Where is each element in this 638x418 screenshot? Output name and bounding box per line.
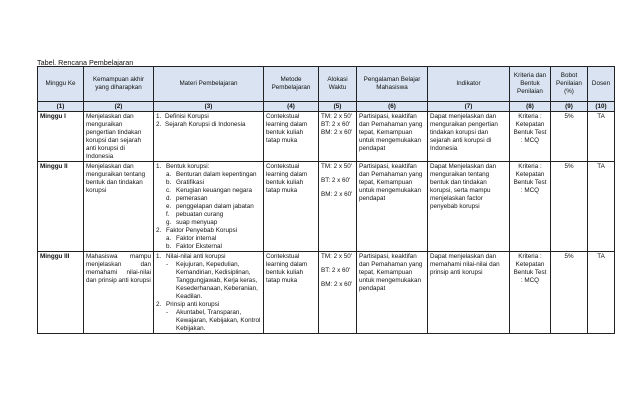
col-number: (2) — [84, 102, 154, 112]
list-item: 1. Bentuk korupsi: — [156, 163, 210, 171]
lesson-plan-table — [37, 66, 615, 334]
metode-cell: Contekstual learning dalam bentuk kuliah tatap muka — [264, 162, 319, 252]
list-item: 2. Faktor Penyebab Korupsi — [156, 226, 238, 234]
col-number: (9) — [551, 102, 588, 112]
col-number: (4) — [264, 102, 319, 112]
metode-cell: Contekstual learning dalam bentuk kuliah tatap muka — [264, 252, 319, 334]
metode-cell: Contekstual learning dalam bentuk kuliah tatap muka — [264, 112, 319, 162]
bobot-cell: 5% — [551, 162, 588, 252]
week-cell: Minggu II — [38, 162, 84, 252]
alokasi-cell: TM: 2 x 50' BT: 2 x 60' BM: 2 x 60' — [319, 162, 357, 252]
bobot-cell: 5% — [551, 112, 588, 162]
week-cell: Minggu I — [38, 112, 84, 162]
col-header: Indikator — [428, 67, 510, 102]
table-caption: Tabel. Rencana Pembelajaran — [37, 58, 134, 67]
kemampuan-cell: Menjelaskan dan menguraikan pengertian tindakan korupsi dan sejarah anti korupsi di Indonesia — [84, 112, 154, 162]
col-header: Bobot Penilaian (%) — [551, 67, 588, 102]
col-header: Metode Pembelajaran — [264, 67, 319, 102]
sub-list-item: b. Faktor Eksternal — [166, 242, 222, 250]
sub-list-item: a. Faktor internal — [166, 234, 217, 242]
col-header: Minggu Ke — [38, 67, 84, 102]
pengalaman-cell: Partisipasi, keaktifan dan Pemahaman yang tepat, Kemampuan untuk mengemukakan pendapat — [357, 162, 428, 252]
indikator-cell: Dapat Menjelaskan dan menguraikan tentang bentuk dan tindakan korupsi, serta mampu menjelaskan factor penyebab korupsi — [428, 162, 510, 252]
table-row — [38, 112, 615, 162]
table-row — [38, 252, 615, 334]
col-header: Kriteria dan Bentuk Penilaian — [510, 67, 551, 102]
sub-list-item: - Kejujuran, Kepedulian, Kemandirian, Kedisiplinan, Tanggungjawab, Kerja keras, Kesederhanaan, Keberanian, Keadilan. — [166, 261, 258, 300]
sub-list-item: f. pebuatan curang — [166, 210, 224, 218]
indikator-cell: Dapat menjelaskan dan memahami nilai-nilai dan prinsip anti korupsi — [428, 252, 510, 334]
materi-cell — [154, 252, 264, 334]
sub-list-item: d. pemerasan — [166, 195, 208, 203]
sub-list-item: e. penggelapan dalam jabatan — [166, 202, 254, 210]
col-header: Materi Pembelajaran — [154, 67, 264, 102]
pengalaman-cell: Partisipasi, keaktifan dan Pemahaman yang tepat, Kemampuan untuk mengemukakan pendapat — [357, 112, 428, 162]
list-item: 2. Sejarah Korupsi di Indonesia — [156, 120, 246, 128]
header-row — [38, 67, 615, 102]
dosen-cell: TA — [588, 252, 615, 334]
col-number: (5) — [319, 102, 357, 112]
list-item: 1. Definisi Korupsi — [156, 113, 209, 120]
pengalaman-cell: Partisipasi, keaktifan dan Pemahaman yang tepat, Kemampuan untuk mengemukakan pendapat — [357, 252, 428, 334]
kriteria-cell: Kriteria : Ketepatan Bentuk Test : MCQ — [510, 162, 551, 252]
alokasi-cell: TM: 2 x 50' BT: 2 x 60' BM: 2 x 60' — [319, 112, 357, 162]
col-header: Pengalaman Belajar Mahasiswa — [357, 67, 428, 102]
kriteria-cell: Kriteria : Ketepatan Bentuk Test : MCQ — [510, 112, 551, 162]
sub-list-item: b. Gratifikasi — [166, 179, 204, 187]
col-number: (3) — [154, 102, 264, 112]
kemampuan-cell: Menjelaskan dan menguraikan tentang bentuk dan tindakan korupsi — [84, 162, 154, 252]
materi-cell — [154, 162, 264, 252]
col-number: (10) — [588, 102, 615, 112]
week-cell: Minggu III — [38, 252, 84, 334]
alokasi-cell: TM: 2 x 50' BT: 2 x 60' BM: 2 x 60' — [319, 252, 357, 334]
column-number-row — [38, 102, 615, 112]
sub-list-item: c. Kerugian keuangan negara — [166, 187, 252, 195]
col-header: Alokasi Waktu — [319, 67, 357, 102]
sub-list-item: a. Benturan dalam kepentingan — [166, 171, 257, 179]
materi-cell — [154, 112, 264, 162]
table-row — [38, 162, 615, 252]
col-header: Kemampuan akhir yang diharapkan — [84, 67, 154, 102]
kriteria-cell: Kriteria : Ketepatan Bentuk Test : MCQ — [510, 252, 551, 334]
indikator-cell: Dapat menjelaskan dan menguraikan pengertian tindakan korupsi dan sejarah anti korupsi di Indonesia — [428, 112, 510, 162]
dosen-cell: TA — [588, 112, 615, 162]
col-header: Dosen — [588, 67, 615, 102]
sub-list-item: - Akuntabel, Transparan, Kewajaran, Kebijakan, Kontrol Kebijakan. — [166, 308, 261, 332]
col-number: (6) — [357, 102, 428, 112]
col-number: (7) — [428, 102, 510, 112]
col-number: (8) — [510, 102, 551, 112]
kemampuan-cell: Mahasiswa mampu menjelaskan dan memahami nilai-nilai dan prinsip anti korupsi — [84, 252, 154, 334]
col-number: (1) — [38, 102, 84, 112]
list-item: 1. Nilai-nilai anti korupsi — [156, 253, 226, 261]
list-item: 2. Prinsip anti korupsi — [156, 300, 220, 308]
dosen-cell: TA — [588, 162, 615, 252]
sub-list-item: g. suap menyuap — [166, 218, 218, 226]
bobot-cell: 5% — [551, 252, 588, 334]
